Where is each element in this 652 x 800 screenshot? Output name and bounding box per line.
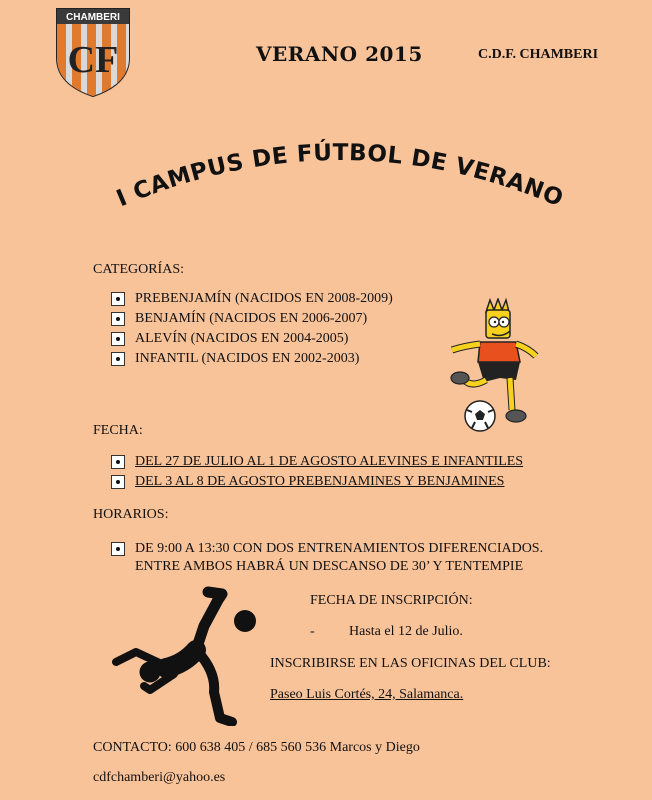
inscripcion-where: INSCRIBIRSE EN LAS OFICINAS DEL CLUB:	[270, 656, 551, 671]
list-item: DEL 27 DE JULIO AL 1 DE AGOSTO ALEVINES E INFANTILES	[113, 452, 523, 472]
svg-text:I CAMPUS DE FÚTBOL DE VERANO	[113, 138, 567, 212]
list-item: BENJAMÍN (NACIDOS EN 2006-2007)	[113, 309, 393, 329]
bullet-icon	[111, 292, 125, 306]
list-item: DE 9:00 A 13:30 CON DOS ENTRENAMIENTOS DIFERENCIADOS.	[113, 539, 543, 559]
inscripcion-dash: -	[310, 624, 315, 639]
bullet-icon	[111, 312, 125, 326]
crest-text: CHAMBERI	[66, 12, 120, 23]
bullet-icon	[111, 455, 125, 469]
bullet-icon	[111, 352, 125, 366]
list-item: INFANTIL (NACIDOS EN 2002-2003)	[113, 349, 393, 369]
categories-list	[113, 289, 393, 369]
list-item: DEL 3 AL 8 DE AGOSTO PREBENJAMINES Y BENJAMINES	[113, 472, 523, 492]
club-address: Paseo Luis Cortés, 24, Salamanca.	[270, 687, 464, 702]
bullet-icon	[111, 475, 125, 489]
campus-headline	[90, 120, 590, 220]
player-silhouette-illustration	[104, 586, 264, 726]
horarios-list	[113, 539, 543, 559]
fecha-label: FECHA:	[93, 423, 143, 438]
ball-icon	[234, 610, 256, 632]
header-title: VERANO 2015	[256, 42, 423, 66]
contact-line: CONTACTO: 600 638 405 / 685 560 536 Marcos y Diego	[93, 740, 420, 755]
headline-text: I CAMPUS DE FÚTBOL DE VERANO	[112, 139, 567, 213]
cartoon-player-illustration	[446, 298, 542, 434]
horarios-line2: ENTRE AMBOS HABRÁ UN DESCANSO DE 30’ Y TENTEMPIE	[135, 559, 524, 574]
categories-label: CATEGORÍAS:	[93, 262, 185, 277]
bullet-icon	[111, 332, 125, 346]
list-item: PREBENJAMÍN (NACIDOS EN 2008-2009)	[113, 289, 393, 309]
header-club-name: C.D.F. CHAMBERI	[478, 47, 599, 62]
crest-monogram: CF	[67, 39, 119, 81]
horarios-label: HORARIOS:	[93, 507, 169, 522]
fecha-list	[113, 452, 523, 492]
inscripcion-deadline: Hasta el 12 de Julio.	[349, 624, 463, 639]
club-crest-logo	[54, 6, 132, 98]
list-item: ALEVÍN (NACIDOS EN 2004-2005)	[113, 329, 393, 349]
inscripcion-label: FECHA DE INSCRIPCIÓN:	[310, 593, 473, 608]
contact-email[interactable]: cdfchamberi@yahoo.es	[93, 770, 226, 785]
bullet-icon	[111, 542, 125, 556]
